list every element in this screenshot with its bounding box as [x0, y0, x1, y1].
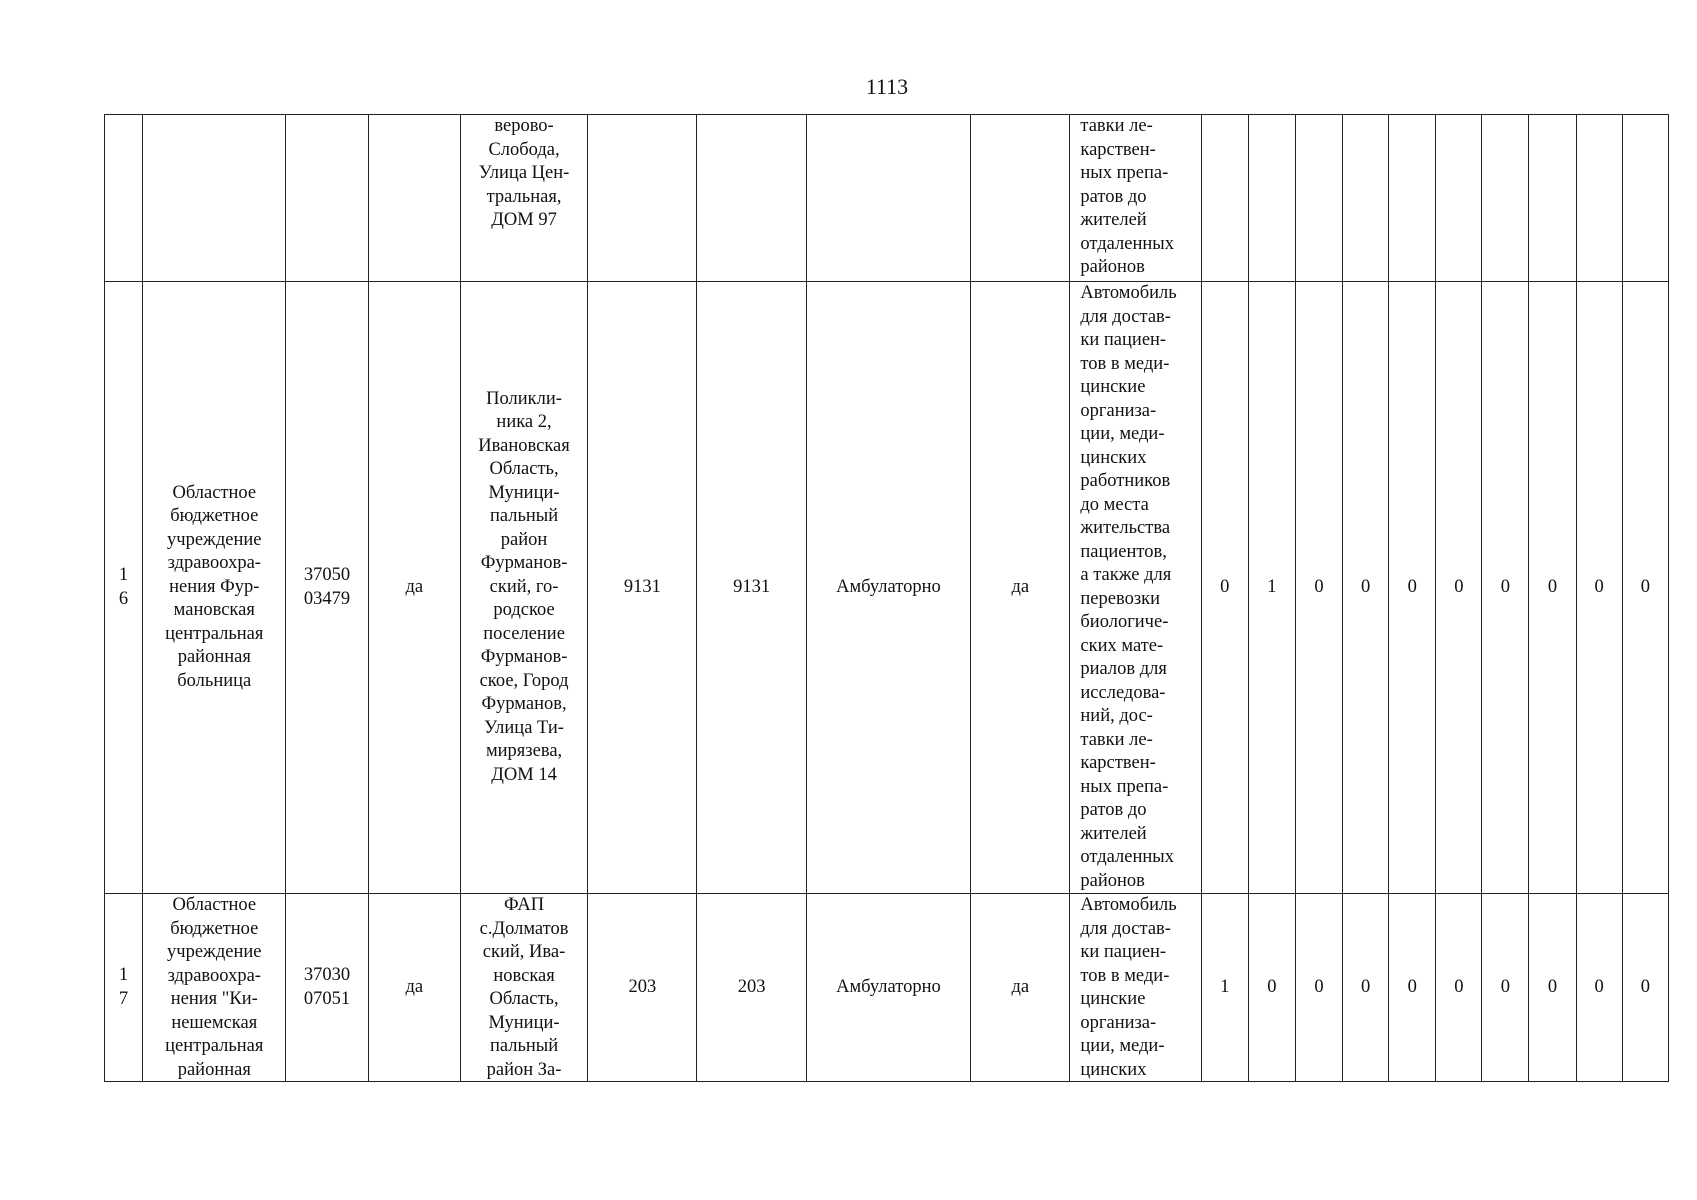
count-cell: 0 — [1295, 282, 1342, 894]
value2-cell: 203 — [697, 894, 806, 1082]
count-cell: 0 — [1295, 894, 1342, 1082]
purpose-cell — [1070, 894, 1201, 1082]
address-cell: Поликли- ника 2, Ивановская Область, Муници- пальный район Фурманов- ский, го- родское поселение Фурманов- ское, Город Фурманов, Улица Ти- мирязева, ДОМ 14 — [460, 282, 587, 894]
flag2-cell: да — [971, 894, 1070, 1082]
value2-cell — [697, 115, 806, 282]
care-type-cell: Амбулаторно — [806, 282, 970, 894]
table-row — [105, 282, 1669, 894]
purpose-cell: Автомобиль для достав- ки пациен- тов в меди- цинские организа- ции, меди- цинских работников до места жительства пациентов, а также для перевозки биологиче- ских мате- риалов для исследова- ний, дос- тавки ле- карствен- ных препа- ратов до жителей отдаленных районов — [1070, 282, 1201, 894]
organization-cell — [143, 894, 286, 1082]
flag1-cell: да — [368, 282, 460, 894]
row-number-cell — [105, 115, 143, 282]
address-cell: верово- Слобода, Улица Цен- тральная, ДОМ 97 — [460, 115, 587, 282]
value2-cell: 9131 — [697, 282, 806, 894]
code-cell: 37050 03479 — [286, 282, 368, 894]
count-cell — [1576, 115, 1622, 282]
row-number-cell: 1 7 — [105, 894, 143, 1082]
count-cell — [1295, 115, 1342, 282]
purpose-text: Автомобиль для достав- ки пациен- тов в меди- цинские организа- ции, меди- цинских — [1080, 895, 1177, 1080]
care-type-cell — [806, 115, 970, 282]
row-number-cell: 1 6 — [105, 282, 143, 894]
flag2-cell — [971, 115, 1070, 282]
code-cell — [286, 115, 368, 282]
organization-cell: Областное бюджетное учреждение здравоохра- нения Фур- мановская центральная районная больница — [143, 282, 286, 894]
flag1-cell — [368, 115, 460, 282]
page-number: 1113 — [865, 74, 909, 99]
table-row — [105, 115, 1669, 282]
address-text: ФАП с.Долматов ский, Ива- новская Область, Муници- пальный район За- — [479, 895, 569, 1080]
count-cell — [1622, 115, 1668, 282]
care-type-cell: Амбулаторно — [806, 894, 970, 1082]
count-cell: 0 — [1622, 282, 1668, 894]
count-cell: 1 — [1201, 894, 1248, 1082]
count-cell: 0 — [1248, 894, 1295, 1082]
value1-cell: 203 — [588, 894, 697, 1082]
flag2-cell: да — [971, 282, 1070, 894]
organization-text: Областное бюджетное учреждение здравоохра- нения "Ки- нешемская центральная районная — [165, 895, 264, 1080]
count-cell — [1529, 115, 1576, 282]
count-cell: 0 — [1529, 282, 1576, 894]
count-cell: 0 — [1529, 894, 1576, 1082]
count-cell: 0 — [1389, 894, 1436, 1082]
count-cell — [1436, 115, 1482, 282]
count-cell: 0 — [1622, 894, 1668, 1082]
count-cell — [1389, 115, 1436, 282]
count-cell: 0 — [1576, 894, 1622, 1082]
flag1-cell: да — [368, 894, 460, 1082]
count-cell: 0 — [1436, 894, 1482, 1082]
count-cell: 0 — [1201, 282, 1248, 894]
count-cell: 0 — [1436, 282, 1482, 894]
count-cell: 0 — [1343, 282, 1389, 894]
table-row — [105, 894, 1669, 1082]
count-cell: 0 — [1482, 894, 1529, 1082]
value1-cell: 9131 — [588, 282, 697, 894]
purpose-cell: тавки ле- карствен- ных препа- ратов до жителей отдаленных районов — [1070, 115, 1201, 282]
value1-cell — [588, 115, 697, 282]
count-cell: 0 — [1389, 282, 1436, 894]
count-cell: 0 — [1482, 282, 1529, 894]
address-cell — [460, 894, 587, 1082]
data-table — [104, 114, 1669, 1082]
count-cell: 0 — [1576, 282, 1622, 894]
count-cell: 0 — [1343, 894, 1389, 1082]
count-cell — [1343, 115, 1389, 282]
organization-cell — [143, 115, 286, 282]
count-cell — [1482, 115, 1529, 282]
code-cell: 37030 07051 — [286, 894, 368, 1082]
count-cell — [1248, 115, 1295, 282]
count-cell: 1 — [1248, 282, 1295, 894]
count-cell — [1201, 115, 1248, 282]
